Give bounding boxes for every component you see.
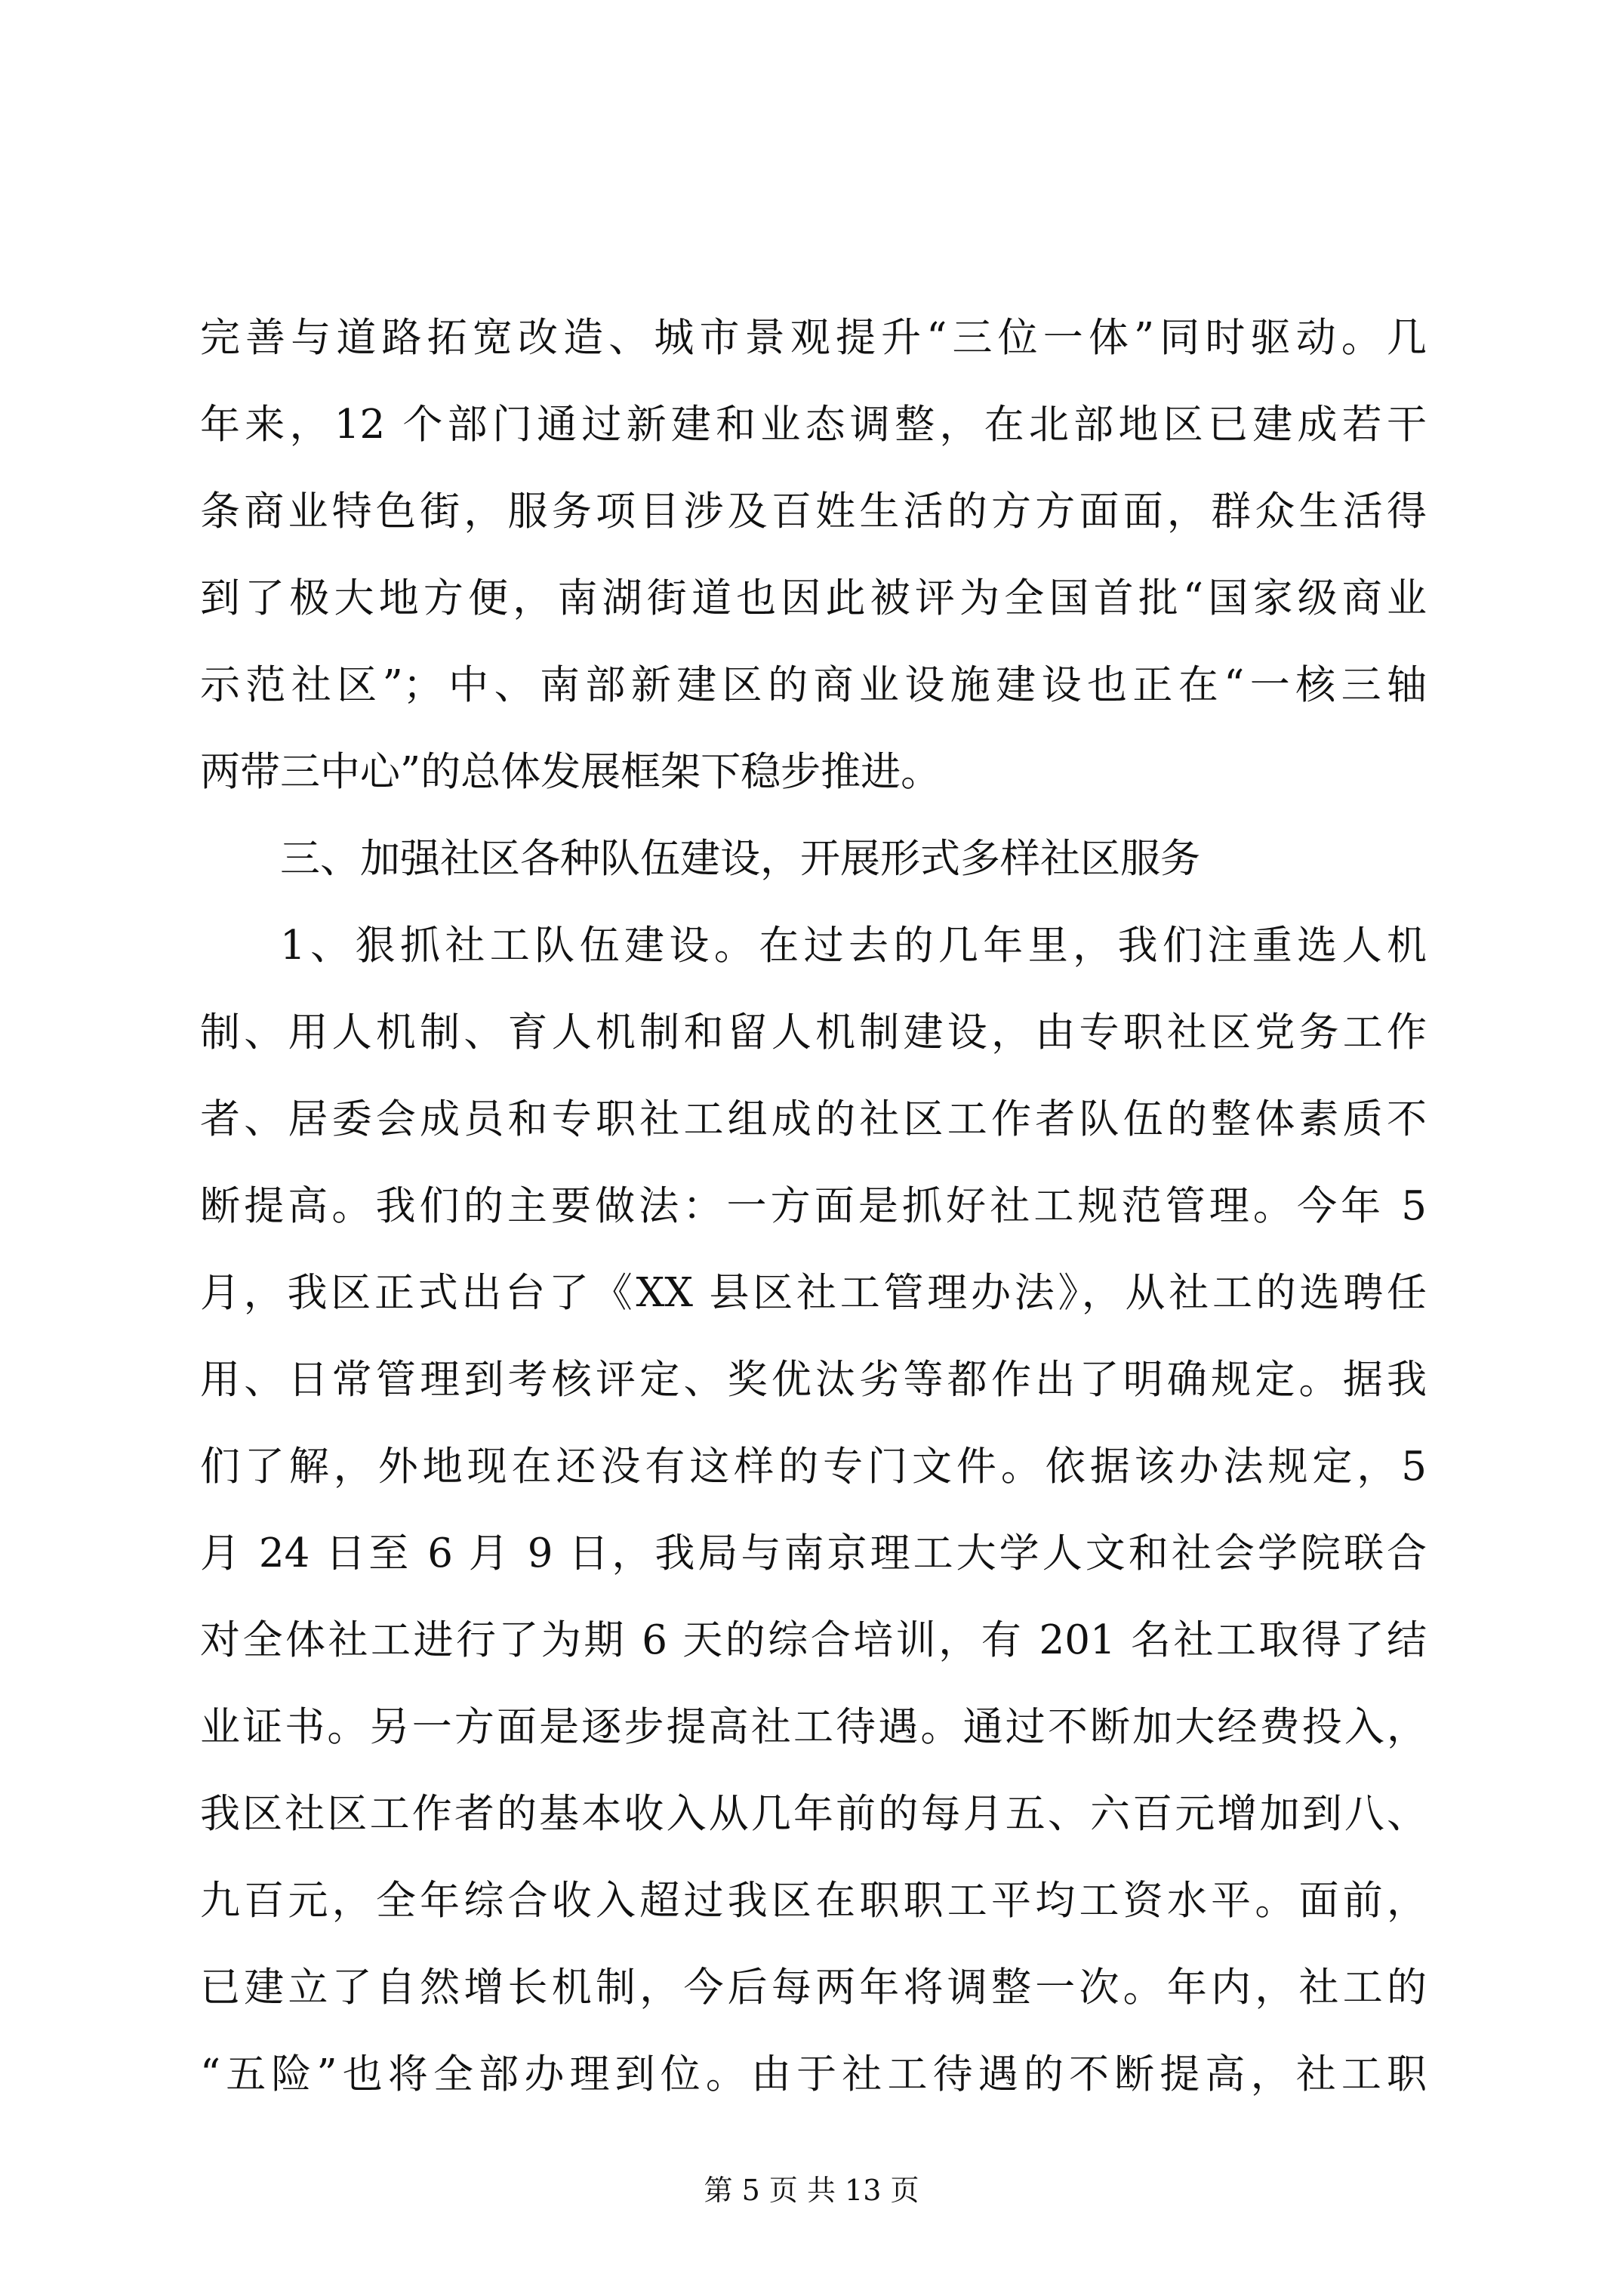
text-line: 两带三中心”的总体发展框架下稳步推进。 [200,749,941,795]
paragraph-social-worker-team [200,902,1427,2118]
text-line: 制、用人机制、育人机制和留人机制建设，由专职社区党务工作 [200,1009,1427,1056]
text-line: 示范社区”；中、南部新建区的商业设施建设也正在“一核三轴 [200,662,1427,708]
text-line: 我区社区工作者的基本收入从几年前的每月五、六百元增加到八、 [200,1791,1427,1837]
text-line: 月，我区正式出台了《XX 县区社工管理办法》，从社工的选聘任 [200,1270,1427,1316]
document-body [200,294,1427,2118]
text-line: 年来，12 个部门通过新建和业态调整，在北部地区已建成若干 [200,402,1427,448]
text-line: 九百元，全年综合收入超过我区在职职工平均工资水平。面前， [200,1878,1427,1924]
text-line: 条商业特色街，服务项目涉及百姓生活的方方面面，群众生活得 [200,488,1427,535]
heading-line: 三、加强社区各种队伍建设，开展形式多样社区服务 [280,836,1200,882]
text-line: 业证书。另一方面是逐步提高社工待遇。通过不断加大经费投入， [200,1704,1427,1750]
text-line: 完善与道路拓宽改造、城市景观提升“三位一体”同时驱动。几 [200,315,1427,361]
paragraph-continuation [200,294,1427,815]
section-heading [200,815,1427,902]
text-line: 对全体社工进行了为期 6 天的综合培训，有 201 名社工取得了结 [200,1617,1427,1663]
text-line: 1、狠抓社工队伍建设。在过去的几年里，我们注重选人机 [280,923,1427,969]
text-line: 者、居委会成员和专职社工组成的社区工作者队伍的整体素质不 [200,1096,1427,1142]
text-line: 们了解，外地现在还没有这样的专门文件。依据该办法规定，5 [200,1444,1427,1490]
text-line: 断提高。我们的主要做法：一方面是抓好社工规范管理。今年 5 [200,1183,1427,1229]
text-line: 用、日常管理到考核评定、奖优汰劣等都作出了明确规定。据我 [200,1357,1427,1403]
text-line: “五险”也将全部办理到位。由于社工待遇的不断提高，社工职 [200,2051,1427,2097]
page-number-label: 第 5 页 共 13 页 [704,2174,919,2207]
text-line: 已建立了自然增长机制，今后每两年将调整一次。年内，社工的 [200,1965,1427,2011]
text-line: 月 24 日至 6 月 9 日，我局与南京理工大学人文和社会学院联合 [200,1530,1427,1576]
text-line: 到了极大地方便，南湖街道也因此被评为全国首批“国家级商业 [200,575,1427,621]
page-footer [0,2171,1623,2209]
